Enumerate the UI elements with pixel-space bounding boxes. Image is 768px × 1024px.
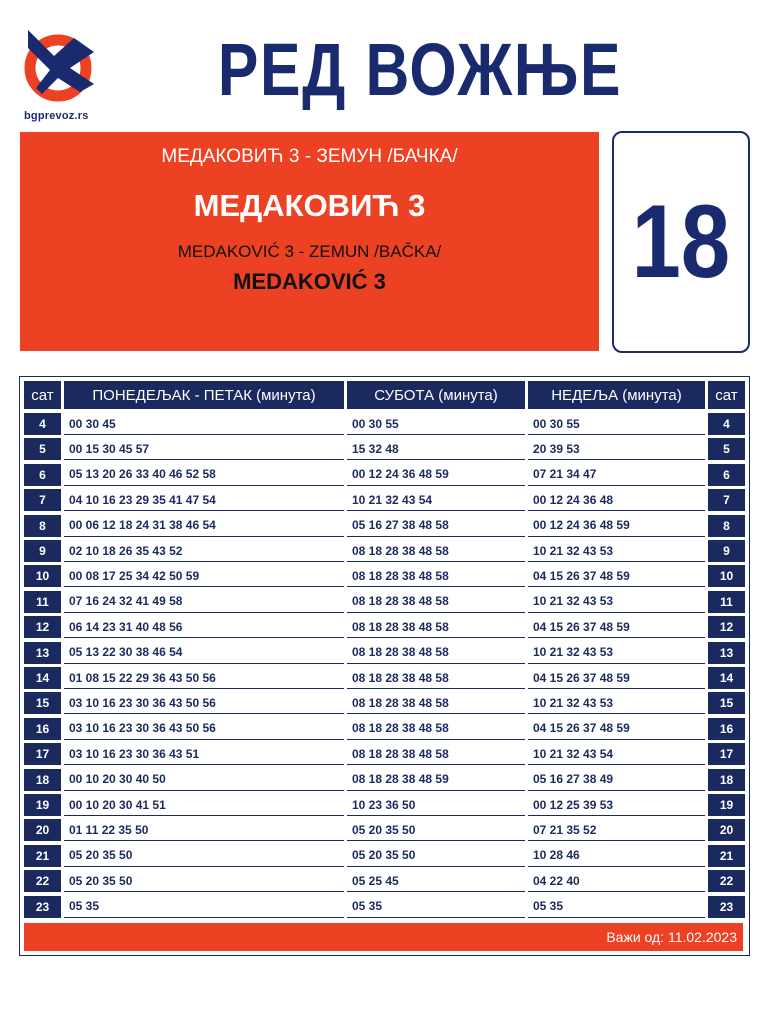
table-row (20, 667, 749, 692)
weekday-minutes: 01 08 15 22 29 36 43 50 56 (64, 667, 344, 689)
saturday-minutes: 00 30 55 (347, 413, 525, 435)
hour-cell-left: 6 (24, 464, 61, 486)
saturday-minutes: 10 21 32 43 54 (347, 489, 525, 511)
hour-cell-left: 20 (24, 819, 61, 841)
hour-cell-left: 11 (24, 591, 61, 613)
table-row (20, 565, 749, 590)
hour-cell-right: 23 (708, 896, 745, 918)
hour-cell-left: 10 (24, 565, 61, 587)
weekday-minutes: 01 11 22 35 50 (64, 819, 344, 841)
hour-cell-right: 16 (708, 718, 745, 740)
hour-cell-right: 12 (708, 616, 745, 638)
weekday-minutes: 03 10 16 23 30 36 43 50 56 (64, 718, 344, 740)
hour-cell-right: 17 (708, 743, 745, 765)
weekday-minutes: 05 20 35 50 (64, 845, 344, 867)
weekday-minutes: 00 10 20 30 41 51 (64, 794, 344, 816)
saturday-minutes: 08 18 28 38 48 58 (347, 667, 525, 689)
saturday-minutes: 08 18 28 38 48 58 (347, 616, 525, 638)
hour-cell-left: 5 (24, 438, 61, 460)
saturday-header: СУБОТА (минута) (347, 381, 525, 409)
table-row (20, 515, 749, 540)
weekday-minutes: 06 14 23 31 40 48 56 (64, 616, 344, 638)
weekday-minutes: 05 13 22 30 38 46 54 (64, 642, 344, 664)
saturday-minutes: 08 18 28 38 48 58 (347, 591, 525, 613)
hour-header-left: сат (24, 381, 61, 409)
hour-cell-right: 19 (708, 794, 745, 816)
table-row (20, 718, 749, 743)
saturday-minutes: 05 25 45 (347, 870, 525, 892)
sunday-minutes: 07 21 35 52 (528, 819, 705, 841)
sunday-minutes: 04 15 26 37 48 59 (528, 616, 705, 638)
sunday-minutes: 00 30 55 (528, 413, 705, 435)
hour-cell-left: 14 (24, 667, 61, 689)
hour-header-right: сат (708, 381, 745, 409)
hour-cell-left: 19 (24, 794, 61, 816)
table-row (20, 616, 749, 641)
saturday-minutes: 10 23 36 50 (347, 794, 525, 816)
sunday-minutes: 10 21 32 43 53 (528, 642, 705, 664)
hour-cell-left: 15 (24, 692, 61, 714)
table-row (20, 692, 749, 717)
hour-cell-right: 18 (708, 769, 745, 791)
hour-cell-left: 23 (24, 896, 61, 918)
table-row (20, 413, 749, 438)
hour-cell-left: 21 (24, 845, 61, 867)
weekday-header: ПОНЕДЕЉАК - ПЕТАК (минута) (64, 381, 344, 409)
weekday-minutes: 00 30 45 (64, 413, 344, 435)
hour-cell-right: 22 (708, 870, 745, 892)
route-line-latin: MEDAKOVIĆ 3 - ZEMUN /BAČKA/ (177, 242, 442, 261)
hour-cell-right: 14 (708, 667, 745, 689)
weekday-minutes: 05 20 35 50 (64, 870, 344, 892)
logo-icon (24, 22, 98, 108)
stop-name-latin: MEDAKOVIĆ 3 (233, 269, 386, 294)
line-number-box (612, 131, 750, 353)
saturday-minutes: 00 12 24 36 48 59 (347, 464, 525, 486)
stop-name-cyrillic: МЕДАКОВИЋ 3 (193, 188, 426, 223)
valid-from: Важи од: 11.02.2023 (24, 923, 743, 951)
hour-cell-left: 17 (24, 743, 61, 765)
table-row (20, 489, 749, 514)
hour-cell-left: 16 (24, 718, 61, 740)
saturday-minutes: 08 18 28 38 48 58 (347, 692, 525, 714)
weekday-minutes: 05 13 20 26 33 40 46 52 58 (64, 464, 344, 486)
line-number: 18 (631, 183, 731, 300)
table-row (20, 819, 749, 844)
weekday-minutes: 00 10 20 30 40 50 (64, 769, 344, 791)
weekday-minutes: 03 10 16 23 30 36 43 50 56 (64, 692, 344, 714)
weekday-minutes: 02 10 18 26 35 43 52 (64, 540, 344, 562)
saturday-minutes: 05 16 27 38 48 58 (347, 515, 525, 537)
hour-cell-right: 13 (708, 642, 745, 664)
hour-cell-right: 4 (708, 413, 745, 435)
timetable (19, 376, 750, 956)
hour-cell-right: 10 (708, 565, 745, 587)
hour-cell-right: 15 (708, 692, 745, 714)
bgprevoz-logo (24, 22, 98, 126)
sunday-minutes: 05 16 27 38 49 (528, 769, 705, 791)
table-row (20, 896, 749, 921)
table-row (20, 769, 749, 794)
sunday-minutes: 04 15 26 37 48 59 (528, 667, 705, 689)
sunday-minutes: 10 21 32 43 53 (528, 591, 705, 613)
sunday-minutes: 10 21 32 43 53 (528, 692, 705, 714)
hour-cell-left: 13 (24, 642, 61, 664)
sunday-minutes: 04 15 26 37 48 59 (528, 565, 705, 587)
logo-text: bgprevoz.rs (24, 110, 89, 122)
sunday-header: НЕДЕЉА (минута) (528, 381, 705, 409)
page-title: РЕД ВОЖЊЕ (217, 28, 623, 111)
sunday-minutes: 05 35 (528, 896, 705, 918)
hour-cell-right: 8 (708, 515, 745, 537)
weekday-minutes: 04 10 16 23 29 35 41 47 54 (64, 489, 344, 511)
saturday-minutes: 08 18 28 38 48 58 (347, 743, 525, 765)
saturday-minutes: 05 20 35 50 (347, 845, 525, 867)
hour-cell-right: 20 (708, 819, 745, 841)
weekday-minutes: 00 06 12 18 24 31 38 46 54 (64, 515, 344, 537)
table-row (20, 845, 749, 870)
table-row (20, 870, 749, 895)
sunday-minutes: 04 15 26 37 48 59 (528, 718, 705, 740)
hour-cell-right: 6 (708, 464, 745, 486)
saturday-minutes: 08 18 28 38 48 58 (347, 642, 525, 664)
weekday-minutes: 00 08 17 25 34 42 50 59 (64, 565, 344, 587)
table-row (20, 794, 749, 819)
hour-cell-right: 21 (708, 845, 745, 867)
sunday-minutes: 00 12 25 39 53 (528, 794, 705, 816)
table-row (20, 743, 749, 768)
sunday-minutes: 20 39 53 (528, 438, 705, 460)
hour-cell-left: 7 (24, 489, 61, 511)
sunday-minutes: 00 12 24 36 48 59 (528, 515, 705, 537)
sunday-minutes: 00 12 24 36 48 (528, 489, 705, 511)
hour-cell-right: 5 (708, 438, 745, 460)
weekday-minutes: 07 16 24 32 41 49 58 (64, 591, 344, 613)
saturday-minutes: 05 35 (347, 896, 525, 918)
sunday-minutes: 10 28 46 (528, 845, 705, 867)
weekday-minutes: 03 10 16 23 30 36 43 51 (64, 743, 344, 765)
sunday-minutes: 07 21 34 47 (528, 464, 705, 486)
hour-cell-left: 22 (24, 870, 61, 892)
weekday-minutes: 05 35 (64, 896, 344, 918)
route-info-box (20, 132, 599, 351)
saturday-minutes: 08 18 28 38 48 58 (347, 540, 525, 562)
hour-cell-left: 8 (24, 515, 61, 537)
sunday-minutes: 10 21 32 43 53 (528, 540, 705, 562)
table-row (20, 438, 749, 463)
hour-cell-left: 12 (24, 616, 61, 638)
saturday-minutes: 08 18 28 38 48 58 (347, 718, 525, 740)
saturday-minutes: 08 18 28 38 48 59 (347, 769, 525, 791)
table-row (20, 642, 749, 667)
weekday-minutes: 00 15 30 45 57 (64, 438, 344, 460)
hour-cell-left: 4 (24, 413, 61, 435)
hour-cell-right: 7 (708, 489, 745, 511)
saturday-minutes: 08 18 28 38 48 58 (347, 565, 525, 587)
saturday-minutes: 05 20 35 50 (347, 819, 525, 841)
sunday-minutes: 10 21 32 43 54 (528, 743, 705, 765)
table-row (20, 540, 749, 565)
table-row (20, 464, 749, 489)
hour-cell-left: 9 (24, 540, 61, 562)
hour-cell-right: 11 (708, 591, 745, 613)
saturday-minutes: 15 32 48 (347, 438, 525, 460)
sunday-minutes: 04 22 40 (528, 870, 705, 892)
hour-cell-left: 18 (24, 769, 61, 791)
hour-cell-right: 9 (708, 540, 745, 562)
route-line-cyrillic: МЕДАКОВИЋ 3 - ЗЕМУН /БАЧКА/ (161, 146, 458, 167)
table-row (20, 591, 749, 616)
